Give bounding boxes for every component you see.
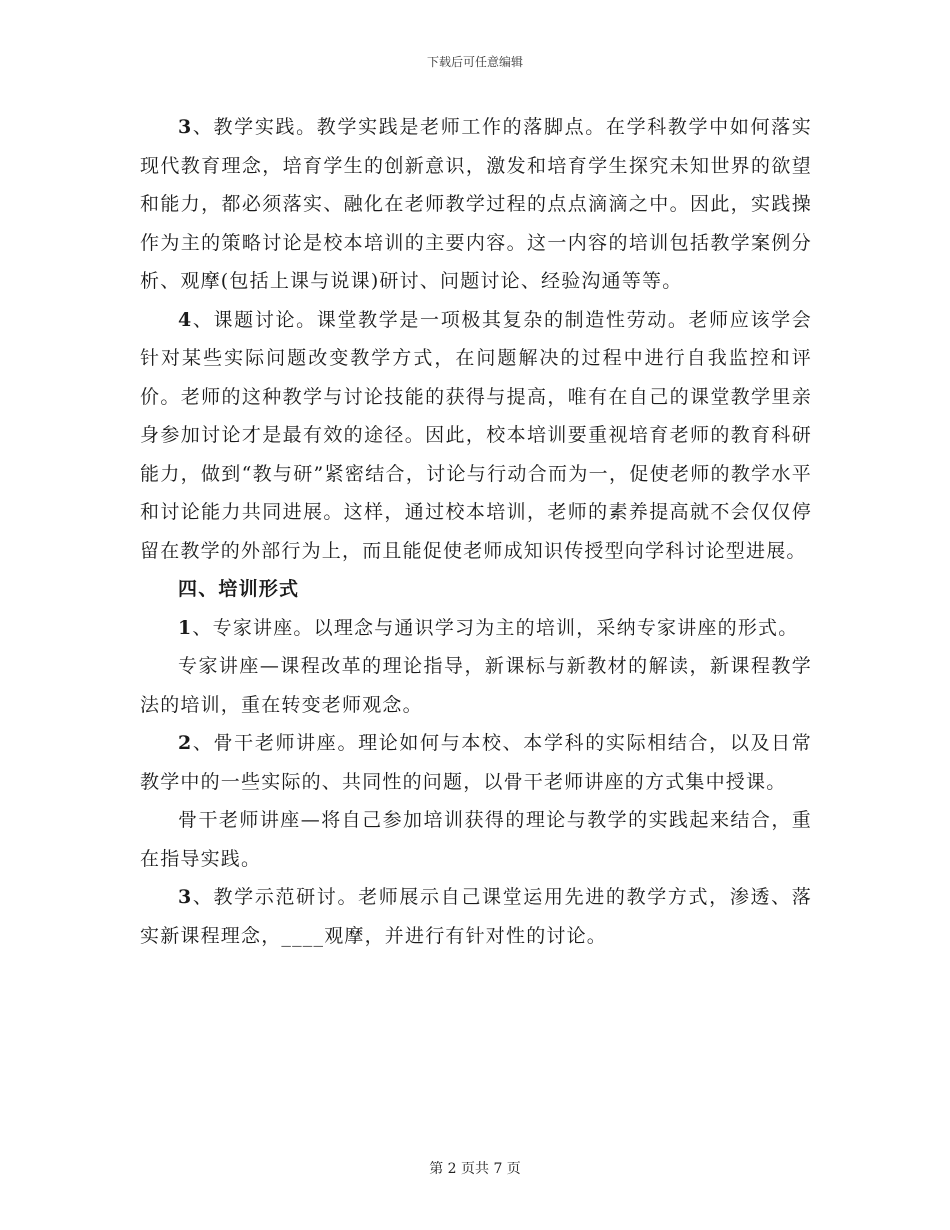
paragraph-text: 、专家讲座。以理念与通识学习为主的培训，采纳专家讲座的形式。 <box>192 616 799 639</box>
page-header-note: 下载后可任意编辑 <box>426 55 523 69</box>
document-body <box>140 108 812 955</box>
paragraph-expert-lecture <box>140 609 812 648</box>
paragraph-backbone-teacher-lecture <box>140 724 812 801</box>
paragraph-text: 、教学示范研讨。老师展示自己课堂运用先进的教学方式，渗透、落实新课程理念，____观摩，并进行有针对性的讨论。 <box>140 886 812 947</box>
item-number: 2 <box>178 732 193 754</box>
paragraph-text: 专家讲座—课程改革的理论指导，新课标与新教材的解读，新课程教学法的培训，重在转变老师观念。 <box>140 655 812 716</box>
paragraph-text: 、课题讨论。课堂教学是一项极其复杂的制造性劳动。老师应该学会针对某些实际问题改变教学方式，在问题解决的过程中进行自我监控和评价。老师的这种教学与讨论技能的获得与提高，唯有在自己的课堂教学里亲身参加讨论才是最有效的途径。因此，校本培训要重视培育老师的教育科研能力，做到“教与研”紧密结合，讨论与行动合而为一，促使老师的教学水平和讨论能力共同进展。这样，通过校本培训，老师的素养提高就不会仅仅停留在教学的外部行为上，而且能促使老师成知识传授型向学科讨论型进展。 <box>140 308 812 562</box>
paragraph-text: 骨干老师讲座—将自己参加培训获得的理论与教学的实践起来结合，重在指导实践。 <box>140 809 812 870</box>
page-number-footer: 第 2 页共 7 页 <box>429 1161 521 1177</box>
paragraph-demonstration-seminar <box>140 878 812 955</box>
item-number: 4 <box>178 308 193 331</box>
paragraph-text: 、教学实践。教学实践是老师工作的落脚点。在学科教学中如何落实现代教育理念，培育学生的创新意识，激发和培育学生探究未知世界的欲望和能力，都必须落实、融化在老师教学过程的点点滴滴之中。因此，实践操作为主的策略讨论是校本培训的主要内容。这一内容的培训包括教学案例分析、观摩(包括上课与说课)研讨、问题讨论、经验沟通等等。 <box>140 116 812 292</box>
paragraph-expert-lecture-detail <box>140 647 812 724</box>
paragraph-topic-discussion <box>140 301 812 571</box>
item-number: 1 <box>178 616 193 639</box>
item-number: 3 <box>178 886 193 908</box>
section-heading-training-forms: 四、培训形式 <box>178 578 300 600</box>
paragraph-backbone-teacher-detail <box>140 801 812 878</box>
paragraph-teaching-practice <box>140 108 812 301</box>
item-number: 3 <box>178 116 193 138</box>
paragraph-text: 、骨干老师讲座。理论如何与本校、本学科的实际相结合，以及日常教学中的一些实际的、共同性的问题，以骨干老师讲座的方式集中授课。 <box>140 732 812 793</box>
